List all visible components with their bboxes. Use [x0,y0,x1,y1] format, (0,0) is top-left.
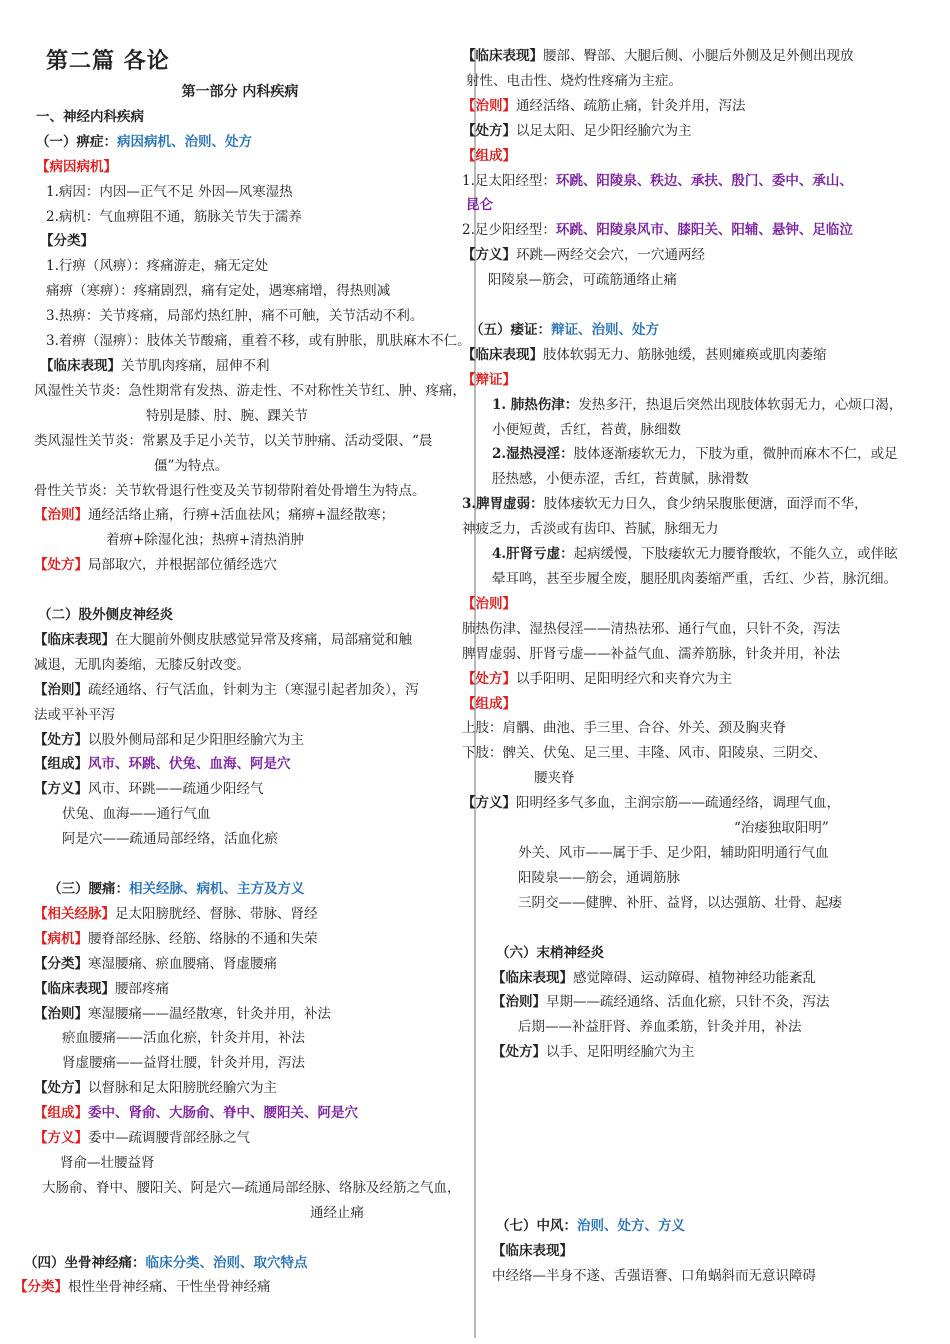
text-line: 3.热痹：关节疼痛，局部灼热红肿，痛不可触，关节活动不利。 [46,308,424,325]
zucheng-line: 【组成】风市、环跳、伏兔、血海、阿是穴 [34,756,291,773]
text-line: 【治则】寒湿腰痛——温经散寒，针灸并用，补法 [34,1005,331,1022]
text-line: 1.行痹（风痹）：疼痛游走，痛无定处 [46,258,269,275]
text-line: 2.病机：气血痹阻不通，筋脉关节失于濡养 [46,208,302,225]
chufang-line: 【处方】局部取穴，并根据部位循经选穴 [34,557,277,574]
text-line: 【病机】腰脊部经脉、经筋、络脉的不通和失荣 [34,930,318,947]
text-line: 后期——补益肝肾、养血柔筋，针灸并用，补法 [518,1019,802,1036]
text-line: 肾虚腰痛——益肾壮腰，针灸并用，泻法 [62,1055,305,1072]
text-line: 3.着痹（湿痹）：肢体关节酸痛，重着不移，或有肿胀，肌肤麻木不仁。 [46,333,471,350]
text-line: 外关、风市——属于手、足少阳，辅助阳明通行气血 [518,844,829,861]
clinical-line: 【临床表现】 [492,1243,573,1260]
zhize-line: 【治则】早期——疏经通络、活血化瘀，只针不灸，泻法 [492,994,830,1011]
clinical-line: 【临床表现】腰部、臀部、大腿后侧、小腿后外侧及足外侧出现放 [462,48,854,64]
text-line: 4.肝肾亏虚：起病缓慢，下肢痿软无力腰脊酸软，不能久立，或伴眩 [492,546,898,563]
text-line: 三阴交——健脾、补肝、益肾，以达强筋、壮骨、起痿 [518,894,842,911]
text-line: 中经络—半身不遂、舌强语謇、口角蜗斜而无意识障碍 [492,1268,816,1285]
text-line: 肾俞—壮腰益肾 [60,1154,155,1171]
text-line: 3.脾胃虚弱：肢体痿软无力日久，食少纳呆腹胀便溏，面浮而不华， [462,496,868,513]
left-column [14,44,471,1300]
text-line: 晕耳鸣，甚至步履全废，腿胫肌肉萎缩严重，舌红、少苔，脉沉细。 [492,571,897,588]
chufang-line: 【处方】以股外侧局部和足少阳胆经腧穴为主 [34,731,304,748]
text-line: 【分类】寒湿腰痛、瘀血腰痛、肾虚腰痛 [34,955,277,972]
section-title: （五）痿证：辩证、治则、处方 [470,321,659,338]
fangyi-line: 【方义】风市、环跳——疏通少阳经气 [34,781,264,798]
text-line: 腰夹脊 [534,770,575,787]
clinical-line: 【临床表现】在大腿前外侧皮肤感觉异常及疼痛，局部痛觉和触 [34,631,412,648]
text-line: 类风湿性关节炎：常累及手足小关节，以关节肿痛、活动受限、“晨 [34,432,433,449]
chapter-title: 一、神经内科疾病 [36,108,144,125]
heading-bingyin: 【病因病机】 [36,158,117,175]
text-line: 痛痹（寒痹）：疼痛剧烈，痛有定处，遇寒痛增，得热则减 [46,283,391,300]
heading-bianzheng: 【辩证】 [462,371,516,388]
fangyi-line: 【方义】阳明经多气多血，主润宗筋——疏通经络，调理气血， [462,795,840,812]
text-line: 小便短黄，舌红，苔黄，脉细数 [492,421,681,438]
zhize-line: 【治则】疏经通络、行气活血，针刺为主（寒湿引起者加灸），泻 [34,681,419,698]
section-title: （六）末梢神经炎 [496,944,604,961]
clinical-line: 【临床表现】肢体软弱无力、筋脉弛缓，甚则瘫痪或肌肉萎缩 [462,346,827,363]
text-line: 僵”为特点。 [154,457,229,474]
text-line: 2.足少阳经型：环跳、阳陵泉风市、膝阳关、阳辅、悬钟、足临泣 [462,222,853,239]
section-title: （四）坐骨神经痛：临床分类、治则、取穴特点 [24,1254,308,1271]
text-line: 胫热感，小便赤涩，舌红，苔黄腻，脉滑数 [492,471,749,488]
chufang-line: 【处方】以手、足阳明经腧穴为主 [492,1044,695,1061]
text-line: 骨性关节炎：关节软骨退行性变及关节韧带附着处骨增生为特点。 [34,482,426,499]
fangyi-line: 【方义】环跳—两经交会穴，一穴通两经 [462,247,705,264]
text-line: 阳陵泉——筋会，通调筋脉 [518,869,680,886]
text-line: 【临床表现】腰部疼痛 [34,980,169,997]
text-line: 上肢：肩髃、曲池、手三里、合谷、外关、颈及胸夹脊 [462,720,786,737]
text-line: 2.湿热浸淫：肢体逐渐痿软无力，下肢为重，微肿而麻木不仁，或足 [492,446,898,463]
text-line: 伏兔、血海——通行气血 [62,806,211,823]
section-title: （七）中风：治则、处方、方义 [496,1218,685,1235]
section-title: （二）股外侧皮神经炎 [38,607,173,624]
chufang-line: 【处方】以手阳明、足阳明经穴和夹脊穴为主 [462,670,732,687]
text-line: 下肢：髀关、伏兔、足三里、丰隆、风市、阳陵泉、三阴交、 [462,745,827,762]
text-line: 风湿性关节炎：急性期常有发热、游走性、不对称性关节红、肿、疼痛， [34,382,466,399]
text-line: 1. 肺热伤津：发热多汗，热退后突然出现肢体软弱无力，心烦口渴， [492,396,903,413]
heading-zucheng: 【组成】 [462,695,516,712]
text-line: 法或平补平泻 [34,706,115,723]
text-line: 【处方】以督脉和足太阳膀胱经腧穴为主 [34,1080,277,1097]
text-line: 着痹+除湿化浊；热痹+清热消肿 [106,532,305,549]
text-line: 大肠俞、脊中、腰阳关、阿是穴—疏通局部经脉、络脉及经筋之气血， [42,1179,461,1196]
text-line: 瘀血腰痛——活血化瘀，针灸并用，补法 [62,1030,305,1047]
text-line: 1.足太阳经型：环跳、阳陵泉、秩边、承扶、殷门、委中、承山、 [462,172,853,189]
text-line: 1.病因：内因—正气不足 外因—风寒湿热 [46,183,293,200]
text-line: 肺热伤津、湿热侵淫——清热祛邪、通行气血，只针不灸，泻法 [462,620,840,637]
text-line: 阿是穴——疏通局部经络，活血化瘀 [62,831,278,848]
text-line: 【相关经脉】足太阳膀胱经、督脉、带脉、肾经 [34,905,318,922]
text-line: 【组成】委中、肾俞、大肠俞、脊中、腰阳关、阿是穴 [34,1105,358,1122]
text-line: 通经止痛 [310,1204,364,1221]
text-line: “治痿独取阳明” [734,820,829,837]
text-line: 特别是膝、肘、腕、踝关节 [146,407,308,424]
text-line: 神疲乏力，舌淡或有齿印、苔腻，脉细无力 [462,521,719,538]
chufang-line: 【处方】以足太阳、足少阳经腧穴为主 [462,122,692,139]
section-title: （三）腰痛：相关经脉、病机、主方及方义 [48,880,305,897]
heading-zucheng: 【组成】 [462,147,516,164]
text-line: 【方义】委中—疏调腰背部经脉之气 [34,1130,250,1147]
section-title: （一）痹症：病因病机、治则、处方 [36,133,252,150]
zhize-line: 【治则】通经活络、疏筋止痛，针灸并用，泻法 [462,97,746,114]
text-line: 减退，无肌肉萎缩，无膝反射改变。 [34,656,250,673]
text-line: 昆仑 [466,197,493,214]
text-line: 射性、电击性、烧灼性疼痛为主症。 [466,72,682,89]
text-line: 脾胃虚弱、肝肾亏虚——补益气血、濡养筋脉，针灸并用，补法 [462,645,840,662]
page-title: 第二篇 各论 [46,49,170,74]
zhize-line: 【治则】通经活络止痛，行痹+活血祛风；痛痹+温经散寒； [34,507,395,524]
text-line: 【分类】根性坐骨神经痛、干性坐骨神经痛 [14,1279,271,1296]
clinical-line: 【临床表现】感觉障碍、运动障碍、植物神经功能紊乱 [492,969,816,986]
text-line: 阳陵泉—筋会，可疏筋通络止痛 [488,272,677,289]
heading-fenlei: 【分类】 [40,233,94,250]
clinical-line: 【临床表现】关节肌肉疼痛，屈伸不利 [40,357,270,374]
part-title: 第一部分 内科疾病 [181,84,299,100]
right-column [462,44,938,1289]
heading-zhize: 【治则】 [462,595,516,612]
